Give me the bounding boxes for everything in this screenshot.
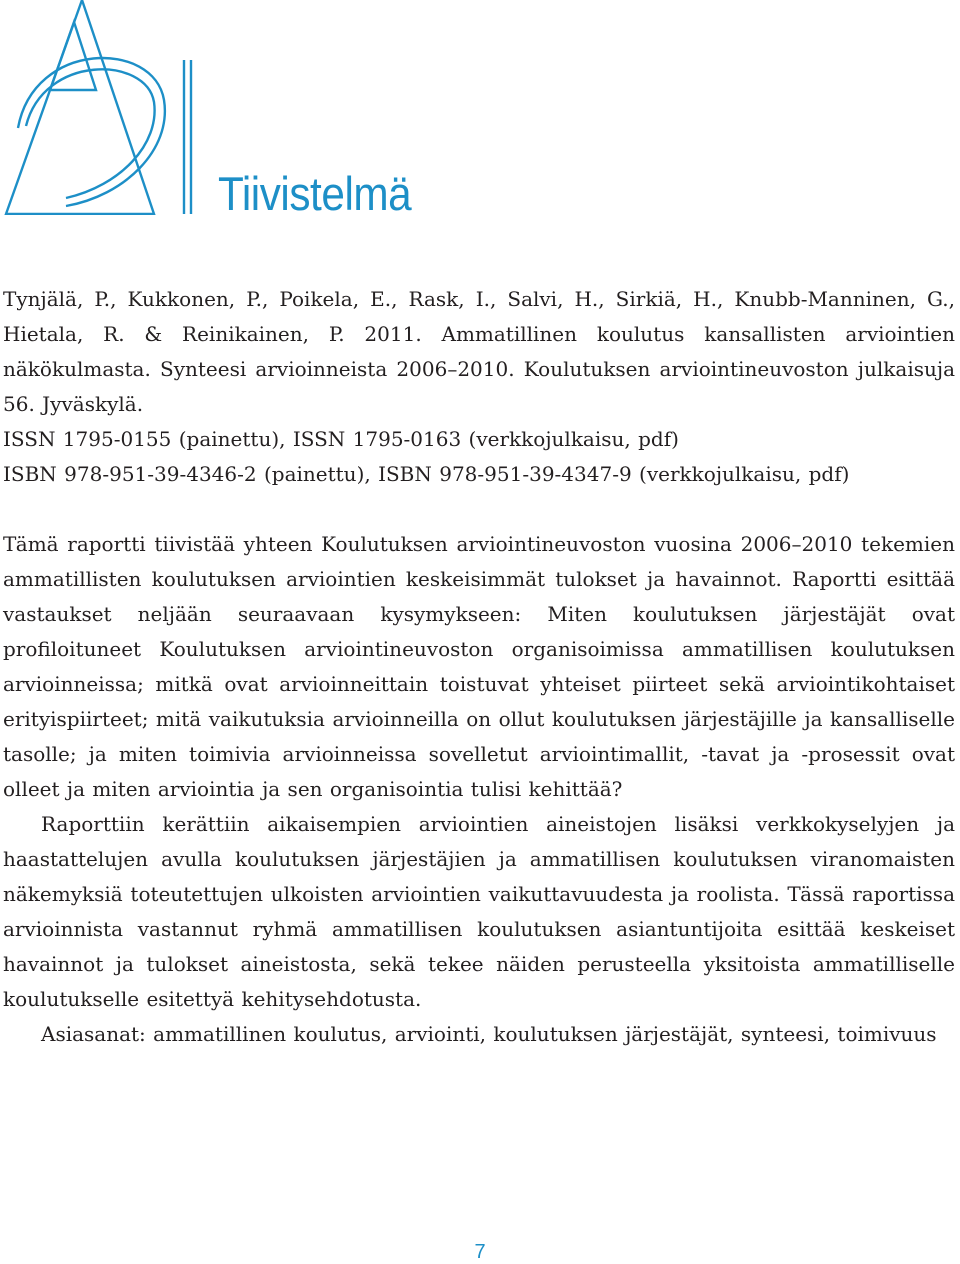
keywords-paragraph: Asiasanat: ammatillinen koulutus, arviointi, koulutuksen järjestäjät, synteesi, toimivuus bbox=[41, 1022, 937, 1046]
paragraph-gap bbox=[3, 492, 955, 527]
issn-line: ISSN 1795-0155 (painettu), ISSN 1795-0163 (verkkojulkaisu, pdf) bbox=[3, 427, 679, 451]
a-monogram-logo-icon bbox=[4, 0, 204, 215]
abstract-paragraph-2: Raporttiin kerättiin aikaisempien arviointien aineistojen lisäksi verkkokyselyjen ja haastattelujen avulla koulutuksen järjestäjien ja ammatillisen koulutuksen viranomaisten näkemyksiä toteutettujen ulkoisten arviointien vaikuttavuudesta ja roolista. Tässä raportissa arvioinnista vastannut ryhmä ammatillisen koulutuksen asiantuntijoita esittää keskeiset havainnot ja tulokset aineistosta, sekä tekee näiden perusteella yksitoista ammatilliselle koulutukselle esitettyä kehitysehdotusta. bbox=[3, 812, 955, 1011]
abstract-paragraph-1: Tämä raportti tiivistää yhteen Koulutuksen arviointineuvoston vuosina 2006–2010 tekemien ammatillisten koulutuksen arviointien keskeisimmät tulokset ja havainnot. Raportti esittää vastaukset neljään seuraavaan kysymykseen: Miten koulutuksen järjestäjät ovat profiloituneet Koulutuksen arviointineuvoston organisoimissa ammatillisen koulutuksen arvioinneissa; mitkä ovat arvioinneittain toistuvat yhteiset piirteet sekä arviointikohtaiset erityispiirteet; mitä vaikutuksia arvioinneilla on ollut koulutuksen järjestäjille ja kansalliselle tasolle; ja miten toimivia arvioinneissa sovelletut arviointimallit, -tavat ja -prosessit ovat olleet ja miten arviointia ja sen organisointia tulisi kehittää? bbox=[3, 532, 955, 801]
isbn-line: ISBN 978-951-39-4346-2 (painettu), ISBN 978-951-39-4347-9 (verkkojulkaisu, pdf) bbox=[3, 462, 850, 486]
page-title: Tiivistelmä bbox=[218, 167, 412, 220]
citation-reference: Tynjälä, P., Kukkonen, P., Poikela, E., Rask, I., Salvi, H., Sirkiä, H., Knubb-Manninen, G., Hietala, R. & Reinikainen, P. 2011. Ammatillinen koulutus kansallisten arviointien näkökulmasta. Synteesi arvioinneista 2006–2010. Koulutuksen arviointineuvoston julkaisuja 56. Jyväskylä. bbox=[3, 287, 955, 416]
document-body bbox=[3, 282, 955, 1052]
page-number: 7 bbox=[474, 1241, 486, 1263]
